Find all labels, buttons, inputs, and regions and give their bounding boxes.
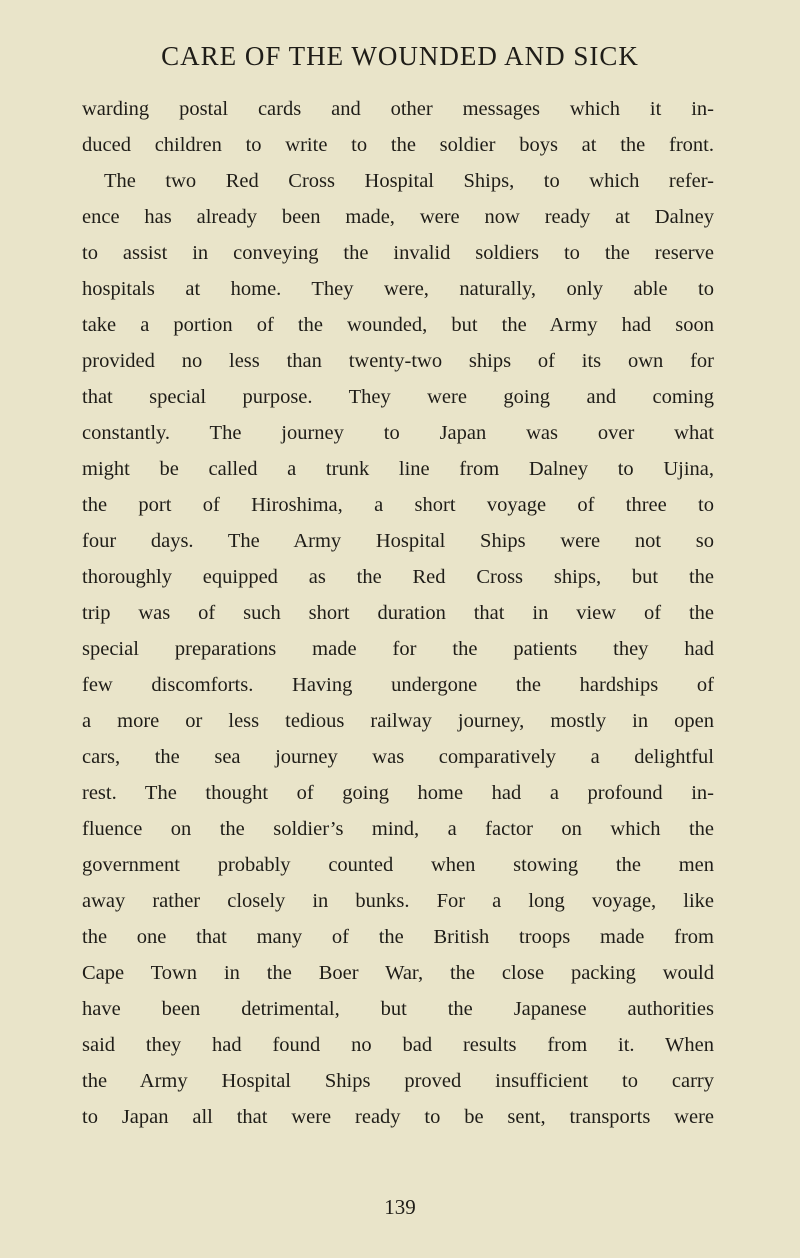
text-line: away rather closely in bunks. For a long voyage, like xyxy=(82,890,714,912)
text-line: constantly. The journey to Japan was over what xyxy=(82,422,714,444)
text-line: take a portion of the wounded, but the Army had soon xyxy=(82,314,714,336)
text-line: warding postal cards and other messages which it in- xyxy=(82,98,714,120)
running-head: CARE OF THE WOUNDED AND SICK xyxy=(161,41,639,71)
text-line: to Japan all that were ready to be sent, transports were xyxy=(82,1106,714,1128)
text-line: that special purpose. They were going and coming xyxy=(82,386,714,408)
text-line: rest. The thought of going home had a profound in- xyxy=(82,782,714,804)
text-line: have been detrimental, but the Japanese authorities xyxy=(82,998,714,1020)
text-line: trip was of such short duration that in view of the xyxy=(82,602,714,624)
text-line: The two Red Cross Hospital Ships, to which refer- xyxy=(104,170,714,192)
text-line: ence has already been made, were now ready at Dalney xyxy=(82,206,714,228)
text-line: a more or less tedious railway journey, mostly in open xyxy=(82,710,714,732)
text-line: hospitals at home. They were, naturally, only able to xyxy=(82,278,714,300)
text-line: to assist in conveying the invalid soldiers to the reserve xyxy=(82,242,714,264)
text-line: said they had found no bad results from it. When xyxy=(82,1034,714,1056)
text-line: special preparations made for the patients they had xyxy=(82,638,714,660)
text-line: thoroughly equipped as the Red Cross ships, but the xyxy=(82,566,714,588)
text-line: the Army Hospital Ships proved insufficient to carry xyxy=(82,1070,714,1092)
text-line: four days. The Army Hospital Ships were not so xyxy=(82,530,714,552)
body-paragraph xyxy=(82,91,714,1135)
text-line: the port of Hiroshima, a short voyage of three to xyxy=(82,494,714,516)
text-line: the one that many of the British troops made from xyxy=(82,926,714,948)
text-line: fluence on the soldier’s mind, a factor on which the xyxy=(82,818,714,840)
text-line: might be called a trunk line from Dalney to Ujina, xyxy=(82,458,714,480)
text-line: cars, the sea journey was comparatively a delightful xyxy=(82,746,714,768)
text-line: provided no less than twenty-two ships of its own for xyxy=(82,350,714,372)
page-number: 139 xyxy=(384,1195,416,1219)
text-line: Cape Town in the Boer War, the close packing would xyxy=(82,962,714,984)
text-line: few discomforts. Having undergone the hardships of xyxy=(82,674,714,696)
text-line: government probably counted when stowing the men xyxy=(82,854,714,876)
text-line: duced children to write to the soldier boys at the front. xyxy=(82,134,714,156)
